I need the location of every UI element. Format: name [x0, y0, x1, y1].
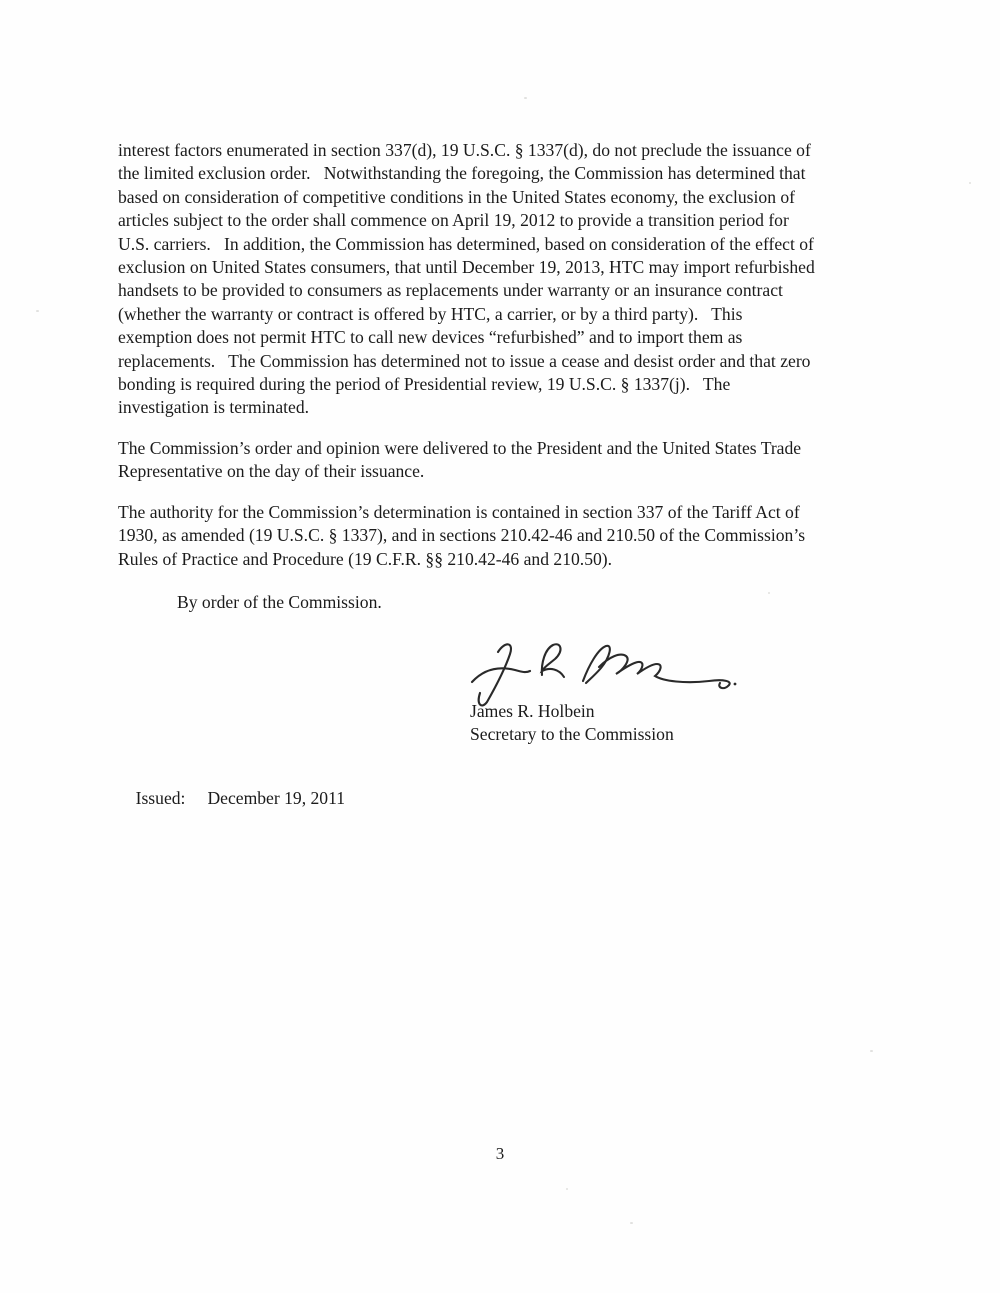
scan-speck [36, 310, 39, 312]
scan-speck [248, 349, 250, 351]
scan-speck [566, 1188, 568, 1190]
scan-speck [969, 182, 971, 184]
text-line: based on consideration of competitive conditions in the United States economy, the exclusion of [118, 186, 796, 207]
issued-label: Issued: [135, 788, 186, 808]
text-line: The authority for the Commission’s determination is contained in section 337 of the Tariff Act of [118, 501, 800, 522]
page-number: 3 [495, 1144, 505, 1163]
text-line: investigation is terminated. [118, 397, 310, 418]
text-line: Rules of Practice and Procedure (19 C.F.R. §§ 210.42-46 and 210.50). [118, 548, 613, 569]
text-line: exclusion on United States consumers, that until December 19, 2013, HTC may import refurbished [118, 257, 815, 278]
paragraph-1 [118, 139, 900, 420]
text-line: the limited exclusion order. Notwithstanding the foregoing, the Commission has determined that [118, 163, 806, 184]
text-line: bonding is required during the period of Presidential review, 19 U.S.C. § 1337(j). The [118, 374, 731, 395]
scan-speck [870, 1050, 873, 1052]
closing-line: By order of the Commission. [177, 591, 382, 612]
signatory-title: Secretary to the Commission [470, 724, 674, 744]
paragraph-2 [118, 437, 900, 484]
text-line: (whether the warranty or contract is offered by HTC, a carrier, or by a third party). This [118, 303, 743, 324]
paragraph-3 [118, 501, 900, 571]
text-line: handsets to be provided to consumers as replacements under warranty or an insurance contract [118, 280, 783, 301]
text-line: articles subject to the order shall commence on April 19, 2012 to provide a transition period for [118, 210, 789, 231]
issued-date: December 19, 2011 [207, 788, 346, 808]
text-line: replacements. The Commission has determined not to issue a cease and desist order and that zero [118, 350, 811, 371]
text-line: 1930, as amended (19 U.S.C. § 1337), and in sections 210.42-46 and 210.50 of the Commission’s [118, 525, 806, 546]
document-body [118, 139, 900, 614]
text-line: exemption does not permit HTC to call new devices “refurbished” and to import them as [118, 327, 743, 348]
scan-speck [768, 592, 770, 594]
signatory-name: James R. Holbein [470, 701, 595, 721]
text-line: interest factors enumerated in section 337(d), 19 U.S.C. § 1337(d), do not preclude the issuance of [118, 140, 811, 160]
issued-line [118, 767, 345, 830]
text-line: Representative on the day of their issuance. [118, 461, 425, 482]
scan-speck [524, 97, 527, 99]
text-line: The Commission’s order and opinion were delivered to the President and the United States Trade [118, 437, 802, 458]
text-line: U.S. carriers. In addition, the Commission has determined, based on consideration of the effect of [118, 233, 814, 254]
scan-speck [630, 1222, 633, 1224]
